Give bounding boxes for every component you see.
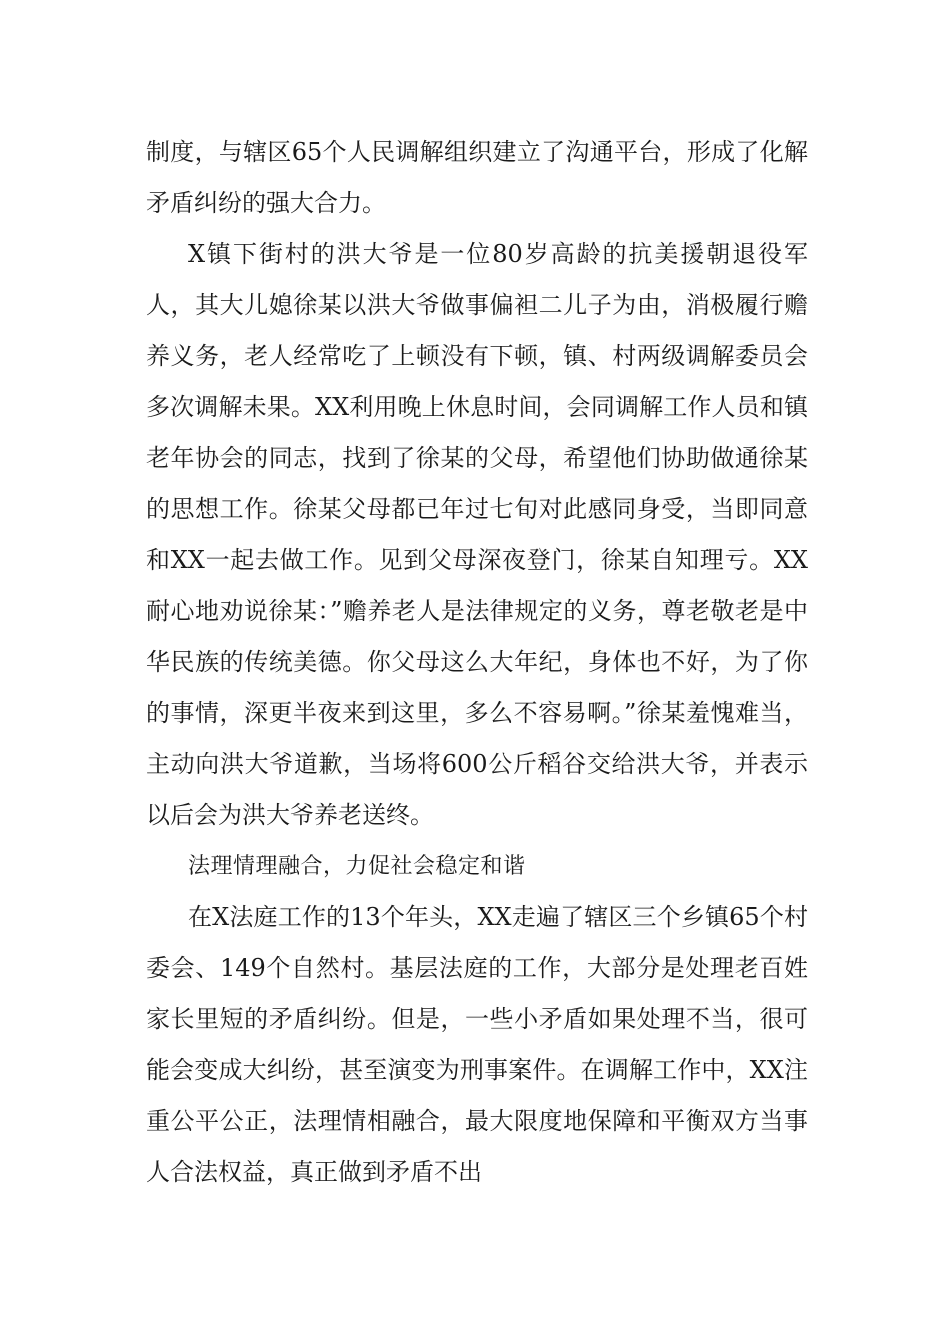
paragraph-hong-case: X镇下街村的洪大爷是一位80岁高龄的抗美援朝退役军人，其大儿媳徐某以洪大爷做事偏袒二儿子为由，消极履行赡养义务，老人经常吃了上顿没有下顿，镇、村两级调解委员会多次调解未果。XX利用晚上休息时间，会同调解工作人员和镇老年协会的同志，找到了徐某的父母，希望他们协助做通徐某的思想工作。徐某父母都已年过七旬对此感同身受，当即同意和XX一起去做工作。见到父母深夜登门，徐某自知理亏。XX耐心地劝说徐某：”赡养老人是法律规定的义务，尊老敬老是中华民族的传统美德。你父母这么大年纪，身体也不好，为了你的事情，深更半夜来到这里，多么不容易啊。”徐某羞愧难当，主动向洪大爷道歉，当场将600公斤稻谷交给洪大爷，并表示以后会为洪大爷养老送终。 [146, 240, 808, 829]
section-heading: 法理情理融合，力促社会稳定和谐 [188, 854, 526, 879]
paragraph-continuation: 制度，与辖区65个人民调解组织建立了沟通平台，形成了化解矛盾纠纷的强大合力。 [146, 138, 808, 217]
document-body [146, 127, 808, 1198]
paragraph-court-work: 在X法庭工作的13个年头，XX走遍了辖区三个乡镇65个村委会、149个自然村。基层法庭的工作，大部分是处理老百姓家长里短的矛盾纠纷。但是，一些小矛盾如果处理不当，很可能会变成大纠纷，甚至演变为刑事案件。在调解工作中，XX注重公平公正，法理情相融合，最大限度地保障和平衡双方当事人合法权益，真正做到矛盾不出 [146, 903, 808, 1186]
